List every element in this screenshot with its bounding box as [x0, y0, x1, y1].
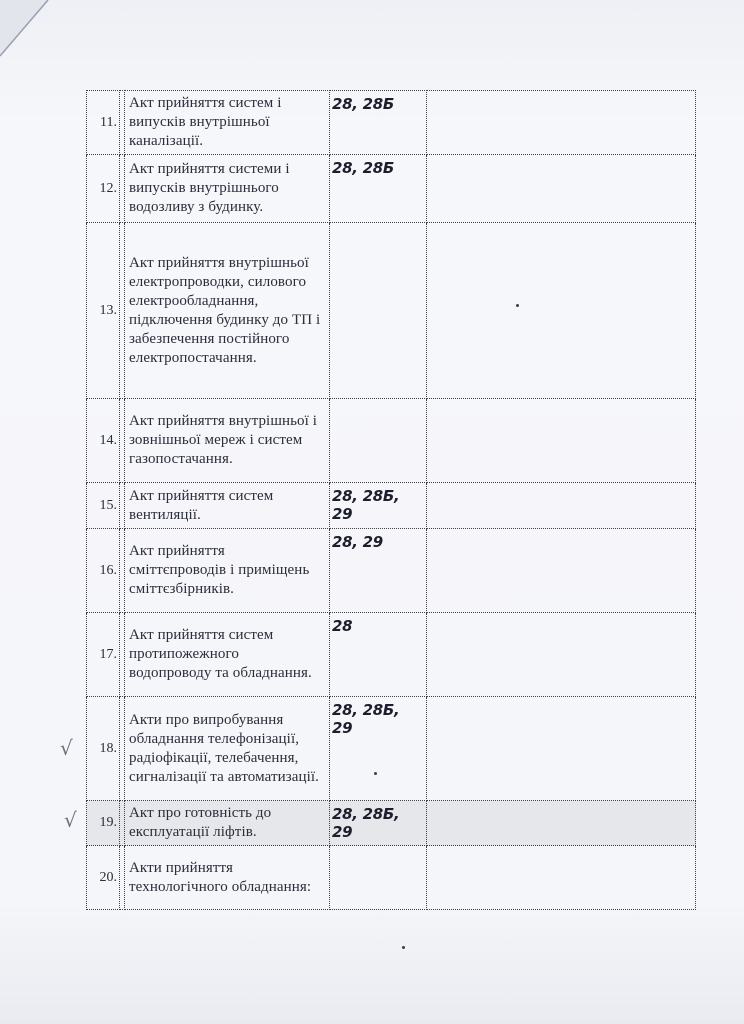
handwritten-reference: 28 [330, 613, 427, 697]
handwritten-reference: 28, 28Б, 29 [330, 801, 427, 846]
notes-cell [427, 223, 696, 399]
notes-cell [427, 91, 696, 155]
table-row [87, 483, 696, 529]
table-row [87, 155, 696, 223]
act-name: Акт прийняття сміттєпроводів і приміщень сміттєзбірників. [125, 529, 330, 613]
table-row [87, 697, 696, 801]
notes-cell [427, 155, 696, 223]
act-name: Акт прийняття системи і випусків внутрішнього водозливу з будинку. [125, 155, 330, 223]
table-row [87, 399, 696, 483]
folded-corner-mark [0, 0, 60, 60]
act-name: Акти прийняття технологічного обладнання: [125, 846, 330, 910]
ink-dot-2 [516, 304, 519, 307]
acts-table [86, 90, 696, 910]
notes-cell [427, 399, 696, 483]
row-number: 14. [87, 399, 120, 483]
margin-check-mark-2: √ [64, 808, 77, 832]
row-number: 20. [87, 846, 120, 910]
handwritten-reference [330, 399, 427, 483]
ink-dot-3 [374, 772, 377, 775]
handwritten-reference: 28, 28Б, 29 [330, 697, 427, 801]
act-name: Акт прийняття внутрішньої і зовнішньої мереж і систем газопостачання. [125, 399, 330, 483]
act-name: Акт прийняття систем протипожежного водопроводу та обладнання. [125, 613, 330, 697]
act-name: Акт прийняття систем вентиляції. [125, 483, 330, 529]
notes-cell [427, 529, 696, 613]
row-number: 18. [87, 697, 120, 801]
row-number: 12. [87, 155, 120, 223]
handwritten-reference [330, 846, 427, 910]
table-row [87, 223, 696, 399]
act-name: Акт прийняття внутрішньої електропроводки, силового електрообладнання, підключення будинку до ТП і забезпечення постійного електропостачання. [125, 223, 330, 399]
table-row [87, 801, 696, 846]
handwritten-reference: 28, 28Б [330, 155, 427, 223]
margin-check-mark: √ [60, 736, 73, 760]
row-number: 17. [87, 613, 120, 697]
row-number: 15. [87, 483, 120, 529]
row-number: 11. [87, 91, 120, 155]
handwritten-reference: 28, 28Б [330, 91, 427, 155]
act-name: Акт прийняття систем і випусків внутрішньої каналізації. [125, 91, 330, 155]
handwritten-reference: 28, 28Б, 29 [330, 483, 427, 529]
row-number: 13. [87, 223, 120, 399]
table-row [87, 529, 696, 613]
table-row [87, 613, 696, 697]
handwritten-reference: 28, 29 [330, 529, 427, 613]
row-number: 16. [87, 529, 120, 613]
notes-cell [427, 613, 696, 697]
table-row [87, 91, 696, 155]
act-name: Акт про готовність до експлуатації ліфтів. [125, 801, 330, 846]
notes-cell [427, 483, 696, 529]
handwritten-reference [330, 223, 427, 399]
notes-cell [427, 801, 696, 846]
row-number: 19. [87, 801, 120, 846]
act-name: Акти про випробування обладнання телефонізації, радіофікації, телебачення, сигналізації та автоматизації. [125, 697, 330, 801]
table-row [87, 846, 696, 910]
notes-cell [427, 846, 696, 910]
ink-dot [402, 946, 405, 949]
notes-cell [427, 697, 696, 801]
